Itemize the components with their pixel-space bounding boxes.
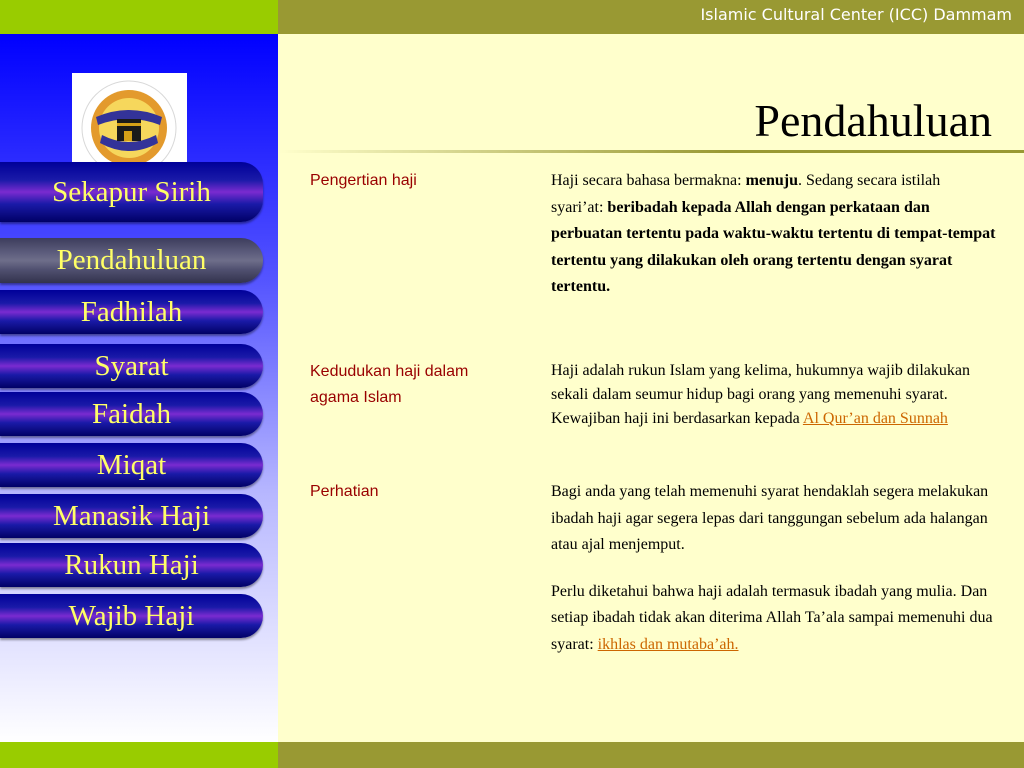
nav-manasik-haji[interactable]: [0, 494, 263, 538]
nav-label: Faidah: [92, 397, 171, 430]
desc-paragraph: [551, 579, 996, 659]
nav-miqat[interactable]: [0, 443, 263, 487]
nav-label: Sekapur Sirih: [52, 175, 211, 208]
title-divider: [278, 150, 1024, 153]
nav-pendahuluan[interactable]: [0, 238, 263, 283]
desc-pengertian-haji: [551, 168, 996, 301]
link-ikhlas-mutabaah[interactable]: ikhlas dan mutaba’ah.: [597, 635, 739, 653]
site-title: Islamic Cultural Center (ICC) Dammam: [700, 5, 1012, 24]
nav-fadhilah[interactable]: [0, 290, 263, 334]
top-bar-left: [0, 0, 278, 34]
link-quran-sunnah[interactable]: Al Qur’an dan Sunnah: [802, 410, 948, 427]
content-area: [278, 34, 1024, 742]
nav-label: Pendahuluan: [56, 244, 207, 276]
nav-label: Rukun Haji: [64, 548, 199, 581]
desc-kedudukan-haji: [551, 359, 996, 431]
term-kedudukan-haji: Kedudukan haji dalam agama Islam: [310, 363, 469, 406]
nav-label: Miqat: [96, 448, 167, 481]
nav-label: Wajib Haji: [68, 599, 195, 632]
desc-paragraph: Bagi anda yang telah memenuhi syarat hendaklah segera melakukan ibadah haji agar segera lepas dari tanggungan sebelum ada halangan atau ajal menjemput.: [551, 483, 989, 553]
sidebar: [0, 34, 278, 742]
desc-text: Haji adalah rukun Islam yang kelima, hukumnya wajib dilakukan sekali dalam seumur hidup bagi orang yang memenuhi syarat. Kewajiban haji ini berdasarkan kepada: [551, 362, 970, 427]
bottom-bar-left: [0, 742, 278, 768]
top-bar-right: [278, 0, 1024, 34]
page-title: Pendahuluan: [754, 95, 992, 146]
desc-bold: menuju: [745, 172, 799, 189]
term-perhatian: Perhatian: [310, 483, 379, 500]
nav-label: Syarat: [94, 349, 169, 382]
desc-perhatian: [551, 479, 996, 658]
desc-text: Perlu diketahui bahwa haji adalah termasuk ibadah yang mulia. Dan setiap ibadah tidak akan diterima Allah Ta’ala sampai memenuhi dua syarat:: [551, 582, 993, 653]
nav-sekapur-sirih[interactable]: [0, 162, 263, 222]
nav-faidah[interactable]: [0, 392, 263, 436]
bottom-bar-right: [278, 742, 1024, 768]
nav-label: Fadhilah: [80, 295, 183, 328]
nav-wajib-haji[interactable]: [0, 594, 263, 638]
nav-syarat[interactable]: [0, 344, 263, 388]
nav-rukun-haji[interactable]: [0, 543, 263, 587]
nav-label: Manasik Haji: [52, 499, 211, 532]
term-pengertian-haji: Pengertian haji: [310, 172, 417, 189]
desc-text: . Sedang secara istilah syari’at:: [551, 172, 941, 216]
desc-text: Haji secara bahasa bermakna:: [551, 172, 746, 189]
desc-bold: beribadah kepada Allah dengan perkataan dan perbuatan tertentu pada waktu-waktu tertentu di tempat-tempat tertentu yang dilakukan oleh orang tertentu dengan syarat tertentu.: [551, 198, 996, 295]
